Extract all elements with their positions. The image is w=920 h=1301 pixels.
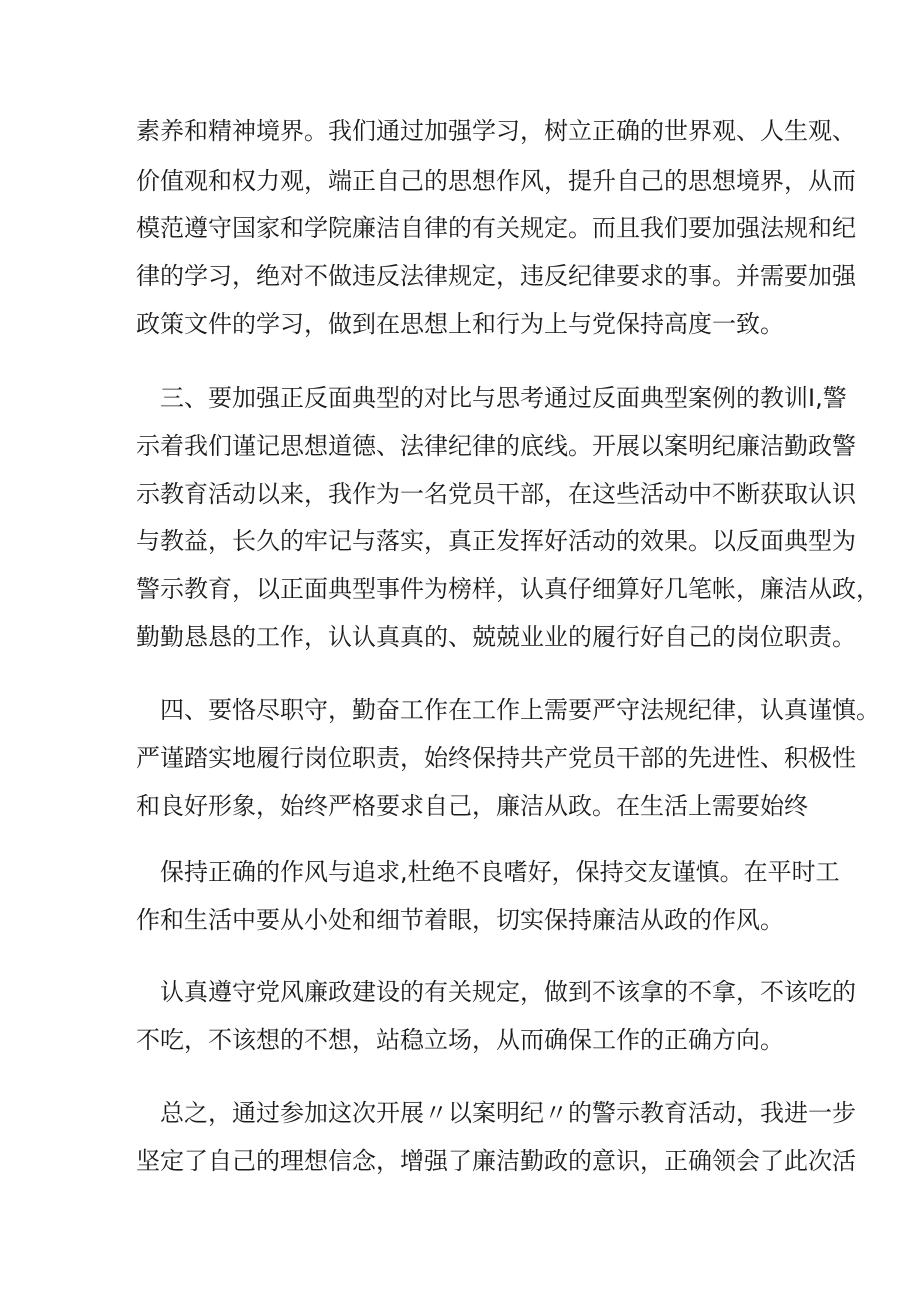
- text-line: 认真遵守党风廉政建设的有关规定，做到不该拿的不拿，不该吃的: [160, 978, 856, 1006]
- text-line: 三、要加强正反面典型的对比与思考通过反面典型案例的教训Ⅰ,警: [160, 384, 847, 412]
- text-line: 律的学习，绝对不做违反法律规定，违反纪律要求的事。并需要加强: [136, 262, 856, 290]
- text-line: 示着我们谨记思想道德、法律纪律的底线。开展以案明纪廉洁勤政警: [136, 432, 856, 460]
- text-line: 价值观和权力观，端正自己的思想作风，提升自己的思想境界，从而: [136, 167, 856, 195]
- text-line: 政策文件的学习，做到在思想上和行为上与党保持高度一致。: [136, 310, 784, 338]
- text-line: 四、要恪尽职守，勤奋工作在工作上需要严守法规纪律，认真谨慎。: [160, 696, 880, 724]
- text-line: 素养和精神境界。我们通过加强学习，树立正确的世界观、人生观、: [136, 117, 856, 145]
- text-line: 和良好形象，始终严格要求自己，廉洁从政。在生活上需要始终: [136, 792, 808, 820]
- text-line: 坚定了自己的理想信念，增强了廉洁勤政的意识，正确领会了此次活: [136, 1147, 856, 1175]
- text-line: 警示教育，以正面典型事件为榜样，认真仔细算好几笔帐，廉洁从政，: [136, 575, 880, 603]
- text-line: 与教益，长久的牢记与落实，真正发挥好活动的效果。以反面典型为: [136, 527, 856, 555]
- text-line: 保持正确的作风与追求,杜绝不良嗜好，保持交友谨慎。在平时工: [160, 858, 840, 886]
- text-line: 作和生活中要从小处和细节着眼，切实保持廉洁从政的作风。: [136, 906, 784, 934]
- text-line: 不吃，不该想的不想，站稳立场，从而确保工作的正确方向。: [136, 1026, 784, 1054]
- text-line: 示教育活动以来，我作为一名党员干部，在这些活动中不断获取认识: [136, 480, 856, 508]
- text-line: 严谨踏实地履行岗位职责，始终保持共产党员干部的先进性、积极性: [136, 744, 856, 772]
- text-line: 总之，通过参加这次开展〃以案明纪〃的警示教育活动，我进一步: [160, 1099, 856, 1127]
- text-line: 模范遵守国家和学院廉洁自律的有关规定。而且我们要加强法规和纪: [136, 214, 856, 242]
- text-line: 勤勤恳恳的工作，认认真真的、兢兢业业的履行好自己的岗位职责。: [136, 623, 856, 651]
